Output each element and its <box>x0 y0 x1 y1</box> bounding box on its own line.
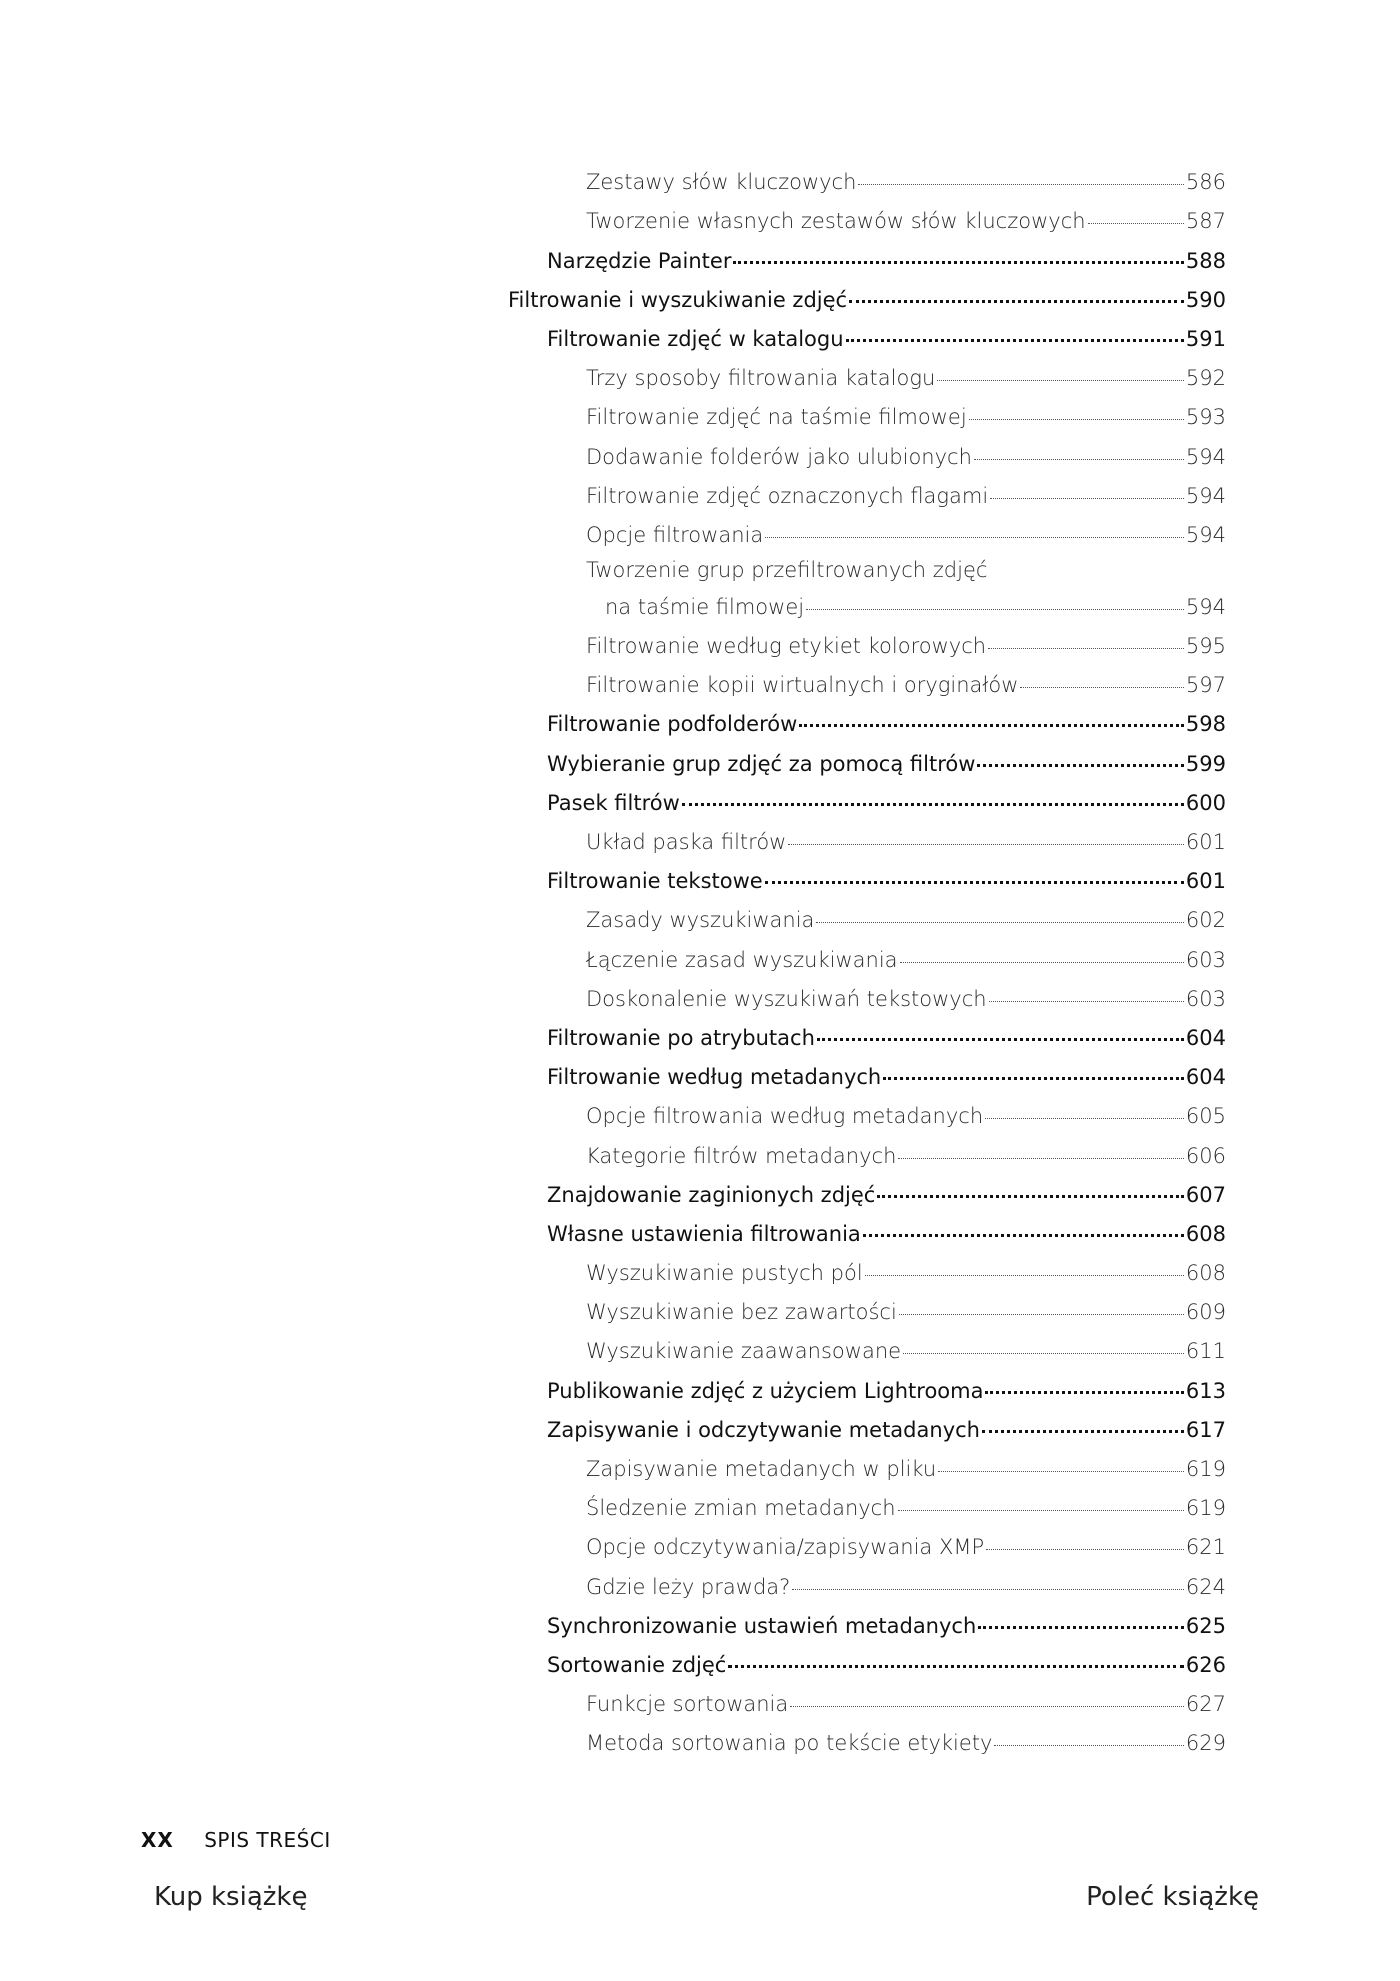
toc-entry <box>0 983 1400 1022</box>
toc-entry-title: Kategorie filtrów metadanych <box>586 1143 897 1168</box>
toc-entry-page: 591 <box>1185 326 1226 351</box>
dot-leader <box>728 1665 1184 1668</box>
toc-entry-title: Dodawanie folderów jako ulubionych <box>586 444 972 469</box>
dot-leader <box>986 1549 1184 1550</box>
toc-entry-page: 606 <box>1185 1143 1226 1168</box>
toc-entry-title: Tworzenie grup przefiltrowanych zdjęć <box>586 557 988 582</box>
toc-entry <box>0 787 1400 826</box>
toc-entry-page: 603 <box>1185 947 1226 972</box>
dot-leader <box>733 261 1183 264</box>
page-number: XX <box>141 1828 174 1852</box>
toc-entry <box>0 284 1400 323</box>
toc-entry-title: Metoda sortowania po tekście etykiety <box>586 1731 993 1756</box>
toc-entry-title: Tworzenie własnych zestawów słów kluczowych <box>586 209 1086 234</box>
toc-entry <box>0 708 1400 747</box>
dot-leader <box>990 498 1184 499</box>
toc-entry-page: 624 <box>1185 1574 1226 1599</box>
toc-entry-title-continuation: na taśmie filmowej <box>605 594 805 619</box>
toc-entry-title: Narzędzie Painter <box>547 248 732 273</box>
dot-leader <box>898 1510 1184 1511</box>
table-of-contents <box>0 166 1400 1766</box>
toc-entry-title: Zasady wyszukiwania <box>586 908 815 933</box>
toc-entry <box>0 1414 1400 1453</box>
toc-entry-title: Synchronizowanie ustawień metadanych <box>547 1613 977 1638</box>
toc-entry-page: 619 <box>1185 1496 1226 1521</box>
toc-entry <box>0 205 1400 244</box>
dot-leader <box>817 1038 1184 1041</box>
dot-leader <box>985 1391 1183 1394</box>
dot-leader <box>846 339 1184 342</box>
toc-entry-page: 608 <box>1185 1221 1226 1246</box>
toc-entry <box>0 480 1400 519</box>
toc-entry-page: 599 <box>1185 751 1226 776</box>
toc-entry-title: Śledzenie zmian metadanych <box>586 1496 896 1521</box>
toc-entry-page: 594 <box>1185 594 1226 619</box>
dot-leader <box>858 184 1183 185</box>
toc-entry <box>0 244 1400 283</box>
dot-leader <box>765 537 1184 538</box>
buy-book-link[interactable]: Kup książkę <box>154 1882 308 1912</box>
toc-entry-title: Filtrowanie i wyszukiwanie zdjęć <box>508 287 848 312</box>
dot-leader <box>1088 223 1184 224</box>
toc-entry-page: 594 <box>1185 522 1226 547</box>
toc-entry-page: 601 <box>1185 869 1226 894</box>
toc-entry-title: Filtrowanie podfolderów <box>547 712 798 737</box>
toc-entry-page: 594 <box>1185 483 1226 508</box>
toc-entry <box>0 1610 1400 1649</box>
toc-entry-title: Zestawy słów kluczowych <box>586 170 857 195</box>
dot-leader <box>799 724 1184 727</box>
toc-entry <box>0 1179 1400 1218</box>
toc-entry-title: Filtrowanie według metadanych <box>547 1065 882 1090</box>
toc-entry-title: Filtrowanie po atrybutach <box>547 1025 815 1050</box>
toc-entry <box>0 401 1400 440</box>
toc-entry-title: Opcje odczytywania/zapisywania XMP <box>586 1535 985 1560</box>
page-footer <box>141 1828 331 1852</box>
toc-entry <box>0 943 1400 982</box>
toc-entry-page: 629 <box>1185 1731 1226 1756</box>
dot-leader <box>877 1195 1184 1198</box>
toc-entry-title: Filtrowanie kopii wirtualnych i oryginałów <box>586 673 1019 698</box>
toc-entry-page: 625 <box>1185 1613 1226 1638</box>
toc-entry-page: 600 <box>1185 790 1226 815</box>
toc-entry-title: Publikowanie zdjęć z użyciem Lightrooma <box>547 1378 984 1403</box>
toc-entry-title: Własne ustawienia filtrowania <box>547 1221 861 1246</box>
toc-entry-title: Znajdowanie zaginionych zdjęć <box>547 1182 876 1207</box>
toc-entry <box>0 1218 1400 1257</box>
toc-entry-page: 617 <box>1185 1417 1226 1442</box>
toc-entry-title: Trzy sposoby filtrowania katalogu <box>586 366 936 391</box>
dot-leader <box>863 1234 1184 1237</box>
toc-entry-title: Układ paska filtrów <box>586 830 787 854</box>
dot-leader <box>865 1275 1184 1276</box>
toc-entry-page: 594 <box>1185 444 1226 469</box>
toc-entry <box>0 1296 1400 1335</box>
toc-entry-title: Doskonalenie wyszukiwań tekstowych <box>586 986 987 1011</box>
toc-entry-page: 626 <box>1185 1652 1226 1677</box>
toc-entry <box>0 747 1400 786</box>
toc-entry <box>0 1649 1400 1688</box>
toc-entry-page: 601 <box>1185 830 1226 854</box>
toc-entry-title: Wyszukiwanie pustych pól <box>586 1261 863 1286</box>
dot-leader <box>900 962 1184 963</box>
toc-entry-title: Filtrowanie zdjęć w katalogu <box>547 326 844 351</box>
toc-entry <box>0 1727 1400 1766</box>
dot-leader <box>765 881 1184 884</box>
dot-leader <box>898 1158 1184 1159</box>
toc-entry-page: 627 <box>1185 1692 1226 1717</box>
toc-entry-page: 609 <box>1185 1300 1226 1325</box>
toc-entry-title: Pasek filtrów <box>547 790 680 815</box>
toc-entry <box>0 519 1400 558</box>
dot-leader <box>937 380 1184 381</box>
dot-leader <box>849 300 1184 303</box>
toc-entry <box>0 669 1400 708</box>
toc-entry-page: 619 <box>1185 1457 1226 1481</box>
toc-entry-title: Opcje filtrowania według metadanych <box>586 1104 984 1129</box>
toc-entry <box>0 1688 1400 1727</box>
dot-leader <box>938 1471 1184 1472</box>
dot-leader <box>883 1077 1184 1080</box>
toc-entry <box>0 1139 1400 1178</box>
dot-leader <box>682 803 1184 806</box>
toc-entry-title: Filtrowanie według etykiet kolorowych <box>586 634 987 659</box>
toc-entry <box>0 1061 1400 1100</box>
toc-entry <box>0 323 1400 362</box>
toc-entry <box>0 1100 1400 1139</box>
toc-entry-title: Opcje filtrowania <box>586 522 764 547</box>
toc-entry-page: 605 <box>1185 1104 1226 1129</box>
section-name: SPIS TREŚCI <box>204 1828 331 1852</box>
dot-leader <box>806 609 1184 610</box>
toc-entry-page: 604 <box>1185 1065 1226 1090</box>
toc-entry <box>0 362 1400 401</box>
toc-entry-page: 592 <box>1185 366 1226 391</box>
toc-entry-page: 593 <box>1185 405 1226 430</box>
toc-entry <box>0 1570 1400 1609</box>
dot-leader <box>988 648 1184 649</box>
toc-entry-page: 597 <box>1185 673 1226 698</box>
dot-leader <box>985 1118 1184 1119</box>
toc-entry-title: Filtrowanie tekstowe <box>547 869 763 894</box>
toc-entry-page: 608 <box>1185 1261 1226 1286</box>
recommend-book-link[interactable]: Poleć książkę <box>1086 1882 1259 1912</box>
toc-entry-page: 611 <box>1185 1339 1226 1364</box>
toc-entry-title: Funkcje sortowania <box>586 1692 789 1717</box>
toc-entry-page: 621 <box>1185 1535 1226 1560</box>
toc-entry <box>0 1335 1400 1374</box>
dot-leader <box>903 1353 1184 1354</box>
toc-entry <box>0 1257 1400 1296</box>
toc-entry-page: 613 <box>1185 1378 1226 1403</box>
toc-entry-title: Filtrowanie zdjęć na taśmie filmowej <box>586 405 967 430</box>
toc-entry <box>0 1453 1400 1492</box>
toc-entry <box>0 630 1400 669</box>
toc-entry-title: Filtrowanie zdjęć oznaczonych flagami <box>586 483 989 508</box>
toc-entry-page: 607 <box>1185 1182 1226 1207</box>
toc-entry <box>0 1374 1400 1413</box>
dot-leader <box>969 419 1184 420</box>
toc-entry-title: Wyszukiwanie zaawansowane <box>586 1339 902 1364</box>
toc-entry <box>0 166 1400 205</box>
toc-entry-title: Wybieranie grup zdjęć za pomocą filtrów <box>547 751 976 776</box>
toc-entry <box>0 1022 1400 1061</box>
dot-leader <box>1020 687 1184 688</box>
toc-entry-page: 586 <box>1185 170 1226 195</box>
toc-entry-title: Zapisywanie metadanych w pliku <box>586 1457 937 1481</box>
toc-entry <box>0 904 1400 943</box>
toc-entry-page: 604 <box>1185 1025 1226 1050</box>
toc-entry-page: 588 <box>1185 248 1226 273</box>
dot-leader <box>899 1314 1184 1315</box>
toc-entry-title: Wyszukiwanie bez zawartości <box>586 1300 897 1325</box>
dot-leader <box>788 844 1184 845</box>
dot-leader <box>816 922 1183 923</box>
toc-entry-page: 595 <box>1185 634 1226 659</box>
toc-entry-title: Sortowanie zdjęć <box>547 1652 727 1677</box>
dot-leader <box>974 459 1184 460</box>
dot-leader <box>978 1626 1184 1629</box>
dot-leader <box>792 1589 1184 1590</box>
toc-entry-title: Zapisywanie i odczytywanie metadanych <box>547 1417 980 1442</box>
toc-entry-page: 602 <box>1185 908 1226 933</box>
toc-entry-title: Gdzie leży prawda? <box>586 1574 791 1599</box>
dot-leader <box>790 1706 1184 1707</box>
toc-entry <box>0 440 1400 479</box>
toc-entry <box>0 558 1400 630</box>
toc-entry <box>0 826 1400 865</box>
toc-entry-page: 603 <box>1185 986 1226 1011</box>
dot-leader <box>977 764 1184 767</box>
toc-entry-page: 598 <box>1185 712 1226 737</box>
toc-entry <box>0 865 1400 904</box>
toc-entry-page: 590 <box>1185 287 1226 312</box>
toc-entry <box>0 1531 1400 1570</box>
dot-leader <box>994 1745 1183 1746</box>
toc-entry-page: 587 <box>1185 209 1226 234</box>
toc-entry <box>0 1492 1400 1531</box>
dot-leader <box>989 1001 1184 1002</box>
toc-entry-title: Łączenie zasad wyszukiwania <box>586 947 898 972</box>
dot-leader <box>982 1430 1184 1433</box>
